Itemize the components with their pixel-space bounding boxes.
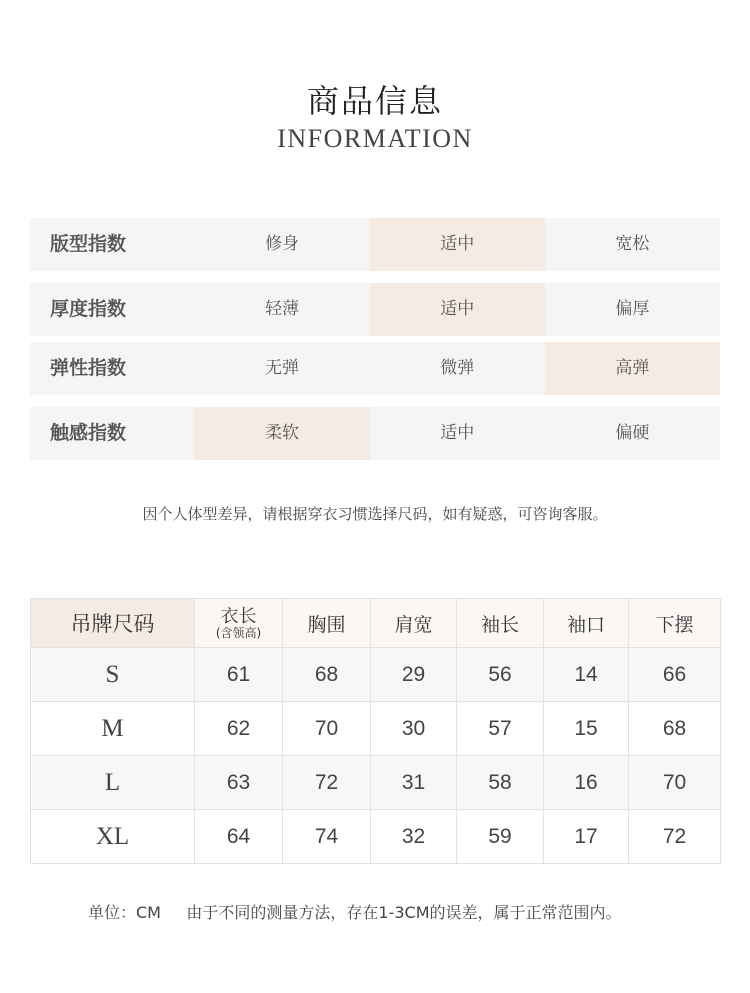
header-length-sub: (含领高)	[215, 625, 262, 640]
attribute-name: 弹性指数	[50, 357, 127, 379]
header-chest: 胸围	[283, 599, 371, 648]
attribute-option-selected: 高弹	[545, 342, 720, 395]
attribute-name: 触感指数	[50, 422, 127, 444]
size-cell: S	[31, 648, 195, 702]
attribute-row-elasticity	[30, 342, 720, 395]
table-cell: 15	[544, 702, 629, 756]
attribute-option: 偏硬	[615, 423, 650, 443]
table-cell: 74	[283, 810, 371, 864]
header-length	[195, 599, 283, 648]
table-cell: 59	[457, 810, 544, 864]
table-cell: 56	[457, 648, 544, 702]
page-title: 商品信息	[306, 82, 443, 120]
header-length-label: 衣长	[220, 605, 257, 627]
table-cell: 58	[457, 756, 544, 810]
attribute-row-touch	[30, 407, 720, 460]
attribute-name: 版型指数	[50, 233, 127, 255]
attribute-option: 修身	[265, 234, 300, 254]
table-cell: 70	[283, 702, 371, 756]
unit-label: 单位：CM	[88, 903, 161, 922]
table-row	[31, 648, 721, 702]
table-row	[31, 702, 721, 756]
measurement-note	[88, 900, 622, 923]
fit-tip-text: 因个人体型差异，请根据穿衣习惯选择尺码，如有疑惑，可咨询客服。	[142, 505, 608, 523]
header-shoulder: 肩宽	[371, 599, 457, 648]
attribute-name: 厚度指数	[50, 298, 127, 320]
table-cell: 61	[195, 648, 283, 702]
table-cell: 32	[371, 810, 457, 864]
table-cell: 30	[371, 702, 457, 756]
header-hem: 下摆	[629, 599, 721, 648]
table-row	[31, 810, 721, 864]
attribute-option: 无弹	[265, 358, 300, 378]
table-cell: 68	[629, 702, 721, 756]
size-cell: L	[31, 756, 195, 810]
table-cell: 17	[544, 810, 629, 864]
table-cell: 66	[629, 648, 721, 702]
attribute-option-selected: 适中	[370, 283, 545, 336]
table-cell: 64	[195, 810, 283, 864]
attribute-row-thickness	[30, 283, 720, 336]
attribute-option: 宽松	[615, 234, 650, 254]
size-cell: XL	[31, 810, 195, 864]
attribute-option-selected: 适中	[370, 218, 545, 271]
table-cell: 72	[629, 810, 721, 864]
table-cell: 68	[283, 648, 371, 702]
table-cell: 14	[544, 648, 629, 702]
attribute-option: 微弹	[440, 358, 475, 378]
table-cell: 31	[371, 756, 457, 810]
attribute-option: 轻薄	[265, 299, 300, 319]
size-table-header	[31, 599, 721, 648]
attribute-option: 适中	[440, 423, 475, 443]
header-cuff: 袖口	[544, 599, 629, 648]
attribute-option-selected: 柔软	[194, 407, 369, 460]
table-cell: 70	[629, 756, 721, 810]
header-size: 吊牌尺码	[31, 599, 195, 648]
table-cell: 29	[371, 648, 457, 702]
table-cell: 62	[195, 702, 283, 756]
attribute-option: 偏厚	[615, 299, 650, 319]
header-sleeve: 袖长	[457, 599, 544, 648]
measure-tip-text: 由于不同的测量方法，存在1-3CM的误差，属于正常范围内。	[186, 903, 622, 922]
table-cell: 72	[283, 756, 371, 810]
page-subtitle: INFORMATION	[277, 124, 473, 153]
attribute-row-fit	[30, 218, 720, 271]
size-table	[30, 598, 721, 864]
table-cell: 57	[457, 702, 544, 756]
table-cell: 16	[544, 756, 629, 810]
table-row	[31, 756, 721, 810]
size-cell: M	[31, 702, 195, 756]
table-cell: 63	[195, 756, 283, 810]
